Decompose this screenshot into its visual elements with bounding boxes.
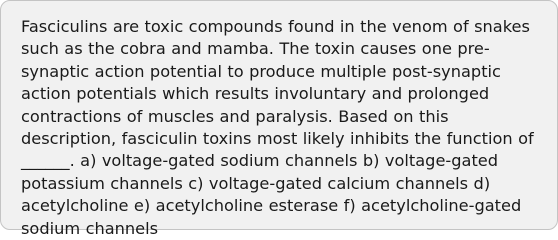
question-text: Fasciculins are toxic compounds found in the venom of snakes such as the cobra and mamba. The toxin causes one pre-synaptic action potential to produce multiple post-synaptic action potentials which results involuntary and prolonged contractions of muscles and paralysis. Based on this description, fasciculin toxins most likely inhibits the function of ______. a) voltage-gated sodium channels b) voltage-gated potassium channels c) voltage-gated calcium channels d) acetylcholine e) acetylcholine esterase f) acetylcholine-gated sodium channels (21, 17, 534, 238)
